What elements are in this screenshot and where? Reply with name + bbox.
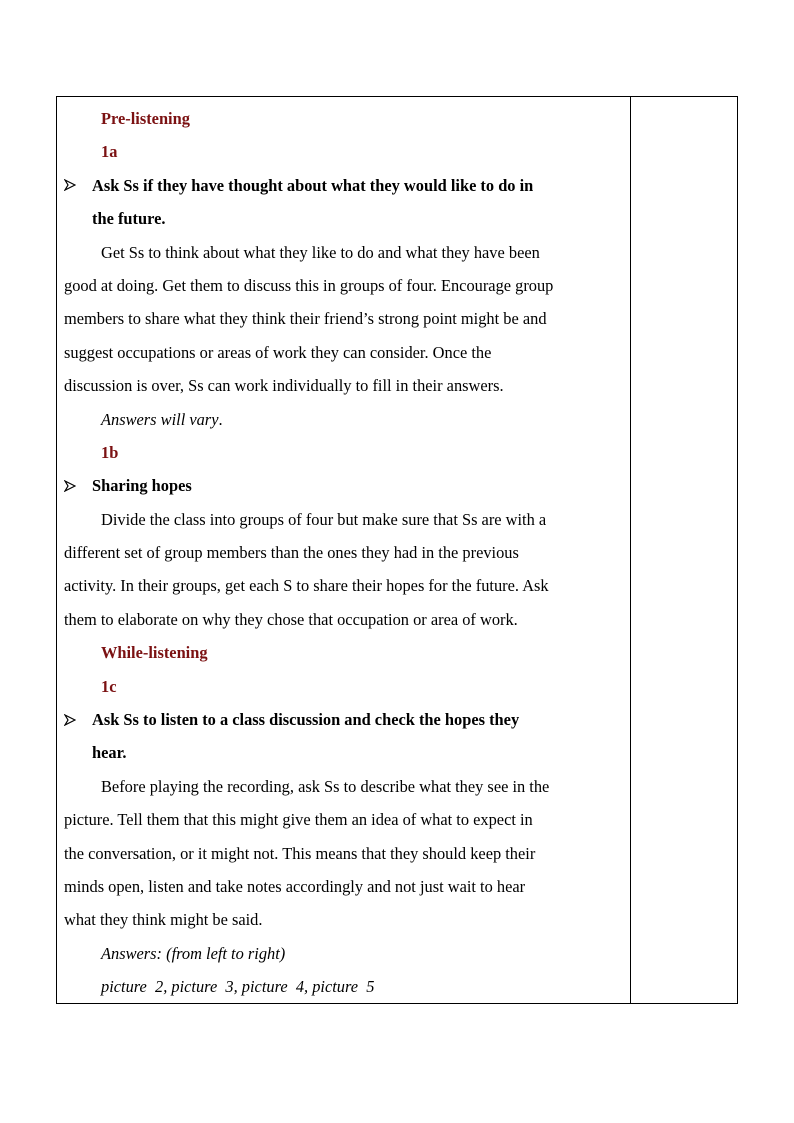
answers-values-1c: picture 2, picture 3, picture 4, picture 5 xyxy=(101,977,375,997)
paragraph-line: members to share what they think their friend’s strong point might be and xyxy=(64,309,547,329)
paragraph-line: good at doing. Get them to discuss this in groups of four. Encourage group xyxy=(64,275,554,295)
activity-label-1c: 1c xyxy=(101,676,117,696)
paragraph-line: them to elaborate on why they chose that occupation or area of work. xyxy=(64,609,518,629)
paragraph-line: discussion is over, Ss can work individually to fill in their answers. xyxy=(64,376,504,396)
paragraph-line: Divide the class into groups of four but make sure that Ss are with a xyxy=(101,509,547,529)
paragraph-line: what they think might be said. xyxy=(64,910,263,930)
notes-cell xyxy=(631,97,737,1003)
section-heading-while-listening: While-listening xyxy=(101,643,208,663)
paragraph-line: different set of group members than the ones they had in the previous xyxy=(64,543,519,563)
bullet-1c-text: Ask Ss to listen to a class discussion and check the hopes they xyxy=(92,710,520,730)
paragraph-line: picture. Tell them that this might give them an idea of what to expect in xyxy=(64,810,533,830)
arrow-bullet-icon xyxy=(64,469,80,502)
answer-1a-period: . xyxy=(218,409,223,429)
activity-label-1a: 1a xyxy=(101,142,118,162)
lesson-content xyxy=(64,102,624,1004)
arrow-bullet-icon xyxy=(64,703,80,736)
section-heading-pre-listening: Pre-listening xyxy=(101,109,190,128)
paragraph-line: Get Ss to think about what they like to do and what they have been xyxy=(101,242,540,262)
answers-label-1c: Answers: (from left to right) xyxy=(101,943,286,963)
paragraph-line: Before playing the recording, ask Ss to describe what they see in the xyxy=(101,776,550,796)
bullet-1b xyxy=(64,469,624,502)
paragraph-line: activity. In their groups, get each S to share their hopes for the future. Ask xyxy=(64,576,549,596)
bullet-1c-continuation: hear. xyxy=(92,743,127,763)
paragraph-line: minds open, listen and take notes accordingly and not just wait to hear xyxy=(64,876,526,896)
answer-1a xyxy=(64,403,624,436)
answer-1a-text: Answers will vary xyxy=(101,409,219,429)
bullet-1a xyxy=(64,169,624,202)
activity-label-1b: 1b xyxy=(101,442,119,462)
bullet-1a-continuation: the future. xyxy=(92,209,166,229)
bullet-1c xyxy=(64,703,624,736)
lesson-content-cell xyxy=(57,97,631,1003)
bullet-1a-text: Ask Ss if they have thought about what they would like to do in xyxy=(92,175,534,195)
lesson-table xyxy=(56,96,738,1004)
bullet-1b-text: Sharing hopes xyxy=(92,476,192,496)
arrow-bullet-icon xyxy=(64,169,80,202)
paragraph-line: suggest occupations or areas of work they can consider. Once the xyxy=(64,342,492,362)
paragraph-line: the conversation, or it might not. This means that they should keep their xyxy=(64,843,536,863)
